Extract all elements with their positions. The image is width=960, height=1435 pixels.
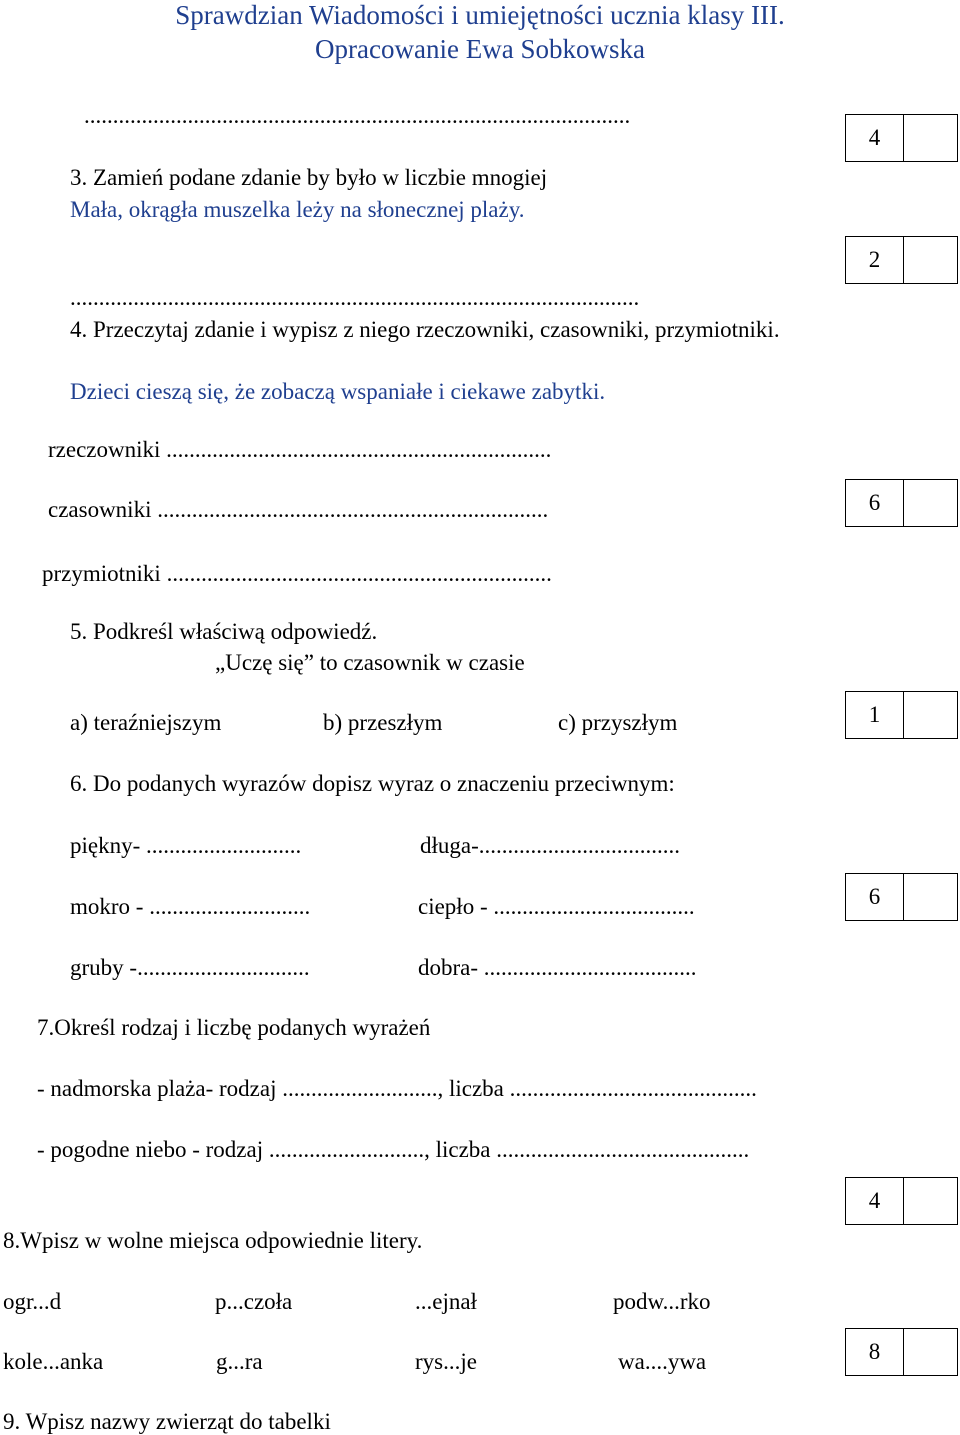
- q8-word: ogr...d: [3, 1289, 62, 1314]
- q8-word: kole...anka: [3, 1349, 104, 1374]
- q5-option-b: b) przeszłym: [323, 710, 443, 735]
- score-box: [845, 873, 958, 921]
- q3-sentence: Mała, okrągła muszelka leży na słonecznej plaży.: [70, 197, 525, 222]
- q8-prompt: 8.Wpisz w wolne miejsca odpowiednie litery.: [3, 1228, 423, 1253]
- q6-word-piekny: piękny- ...........................: [70, 833, 302, 858]
- q4-prompt: 4. Przeczytaj zdanie i wypisz z niego rzeczowniki, czasowniki, przymiotniki.: [70, 317, 780, 342]
- score-points: 6: [846, 480, 904, 526]
- score-box: [845, 1328, 958, 1376]
- q3-answer-line: ...................................................................................................: [70, 285, 640, 310]
- score-points: 2: [846, 237, 904, 283]
- q7-prompt: 7.Określ rodzaj i liczbę podanych wyrażeń: [37, 1015, 431, 1040]
- q6-word-dluga: długa-...................................: [420, 833, 681, 858]
- score-blank: [904, 1329, 957, 1375]
- answer-line: ...............................................................................................: [84, 103, 631, 128]
- q8-word: wa....ywa: [618, 1349, 707, 1374]
- q4-rzeczowniki: rzeczowniki ...................................................................: [48, 437, 552, 462]
- score-blank: [904, 480, 957, 526]
- q5-prompt: 5. Podkreśl właściwą odpowiedź.: [70, 619, 378, 644]
- score-box: [845, 479, 958, 527]
- q5-option-a: a) teraźniejszym: [70, 710, 222, 735]
- q4-przymiotniki: przymiotniki ...................................................................: [42, 561, 552, 586]
- q8-word: podw...rko: [613, 1289, 711, 1314]
- q7-line2: - pogodne niebo - rodzaj ..........................., liczba ............................................: [37, 1137, 750, 1162]
- q6-word-dobra: dobra- .....................................: [418, 955, 697, 980]
- q6-word-gruby: gruby -..............................: [70, 955, 310, 980]
- score-box: [845, 236, 958, 284]
- q5-quote: „Uczę się” to czasownik w czasie: [215, 650, 525, 675]
- score-blank: [904, 692, 957, 738]
- q4-sentence: Dzieci cieszą się, że zobaczą wspaniałe i ciekawe zabytki.: [70, 379, 606, 404]
- score-blank: [904, 1178, 957, 1224]
- q8-word: p...czoła: [215, 1289, 293, 1314]
- score-box: [845, 1177, 958, 1225]
- score-box: [845, 691, 958, 739]
- score-blank: [904, 237, 957, 283]
- q7-line1: - nadmorska plaża- rodzaj ..........................., liczba ...........................................: [37, 1076, 757, 1101]
- header-author: Opracowanie Ewa Sobkowska: [315, 34, 645, 64]
- q6-word-mokro: mokro - ............................: [70, 894, 311, 919]
- q6-prompt: 6. Do podanych wyrazów dopisz wyraz o znaczeniu przeciwnym:: [70, 771, 675, 796]
- q8-word: rys...je: [415, 1349, 477, 1374]
- q3-prompt: 3. Zamień podane zdanie by było w liczbie mnogiej: [70, 165, 548, 190]
- score-box: [845, 114, 958, 162]
- score-blank: [904, 115, 957, 161]
- score-points: 1: [846, 692, 904, 738]
- header-title: Sprawdzian Wiadomości i umiejętności ucznia klasy III.: [175, 0, 785, 30]
- score-points: 8: [846, 1329, 904, 1375]
- q5-option-c: c) przyszłym: [558, 710, 678, 735]
- q8-word: g...ra: [216, 1349, 263, 1374]
- score-points: 6: [846, 874, 904, 920]
- score-points: 4: [846, 115, 904, 161]
- score-points: 4: [846, 1178, 904, 1224]
- q8-word: ...ejnał: [415, 1289, 477, 1314]
- q9-prompt: 9. Wpisz nazwy zwierząt do tabelki: [3, 1409, 331, 1434]
- score-blank: [904, 874, 957, 920]
- q4-czasowniki: czasowniki ....................................................................: [48, 497, 549, 522]
- q6-word-cieplo: ciepło - ...................................: [418, 894, 695, 919]
